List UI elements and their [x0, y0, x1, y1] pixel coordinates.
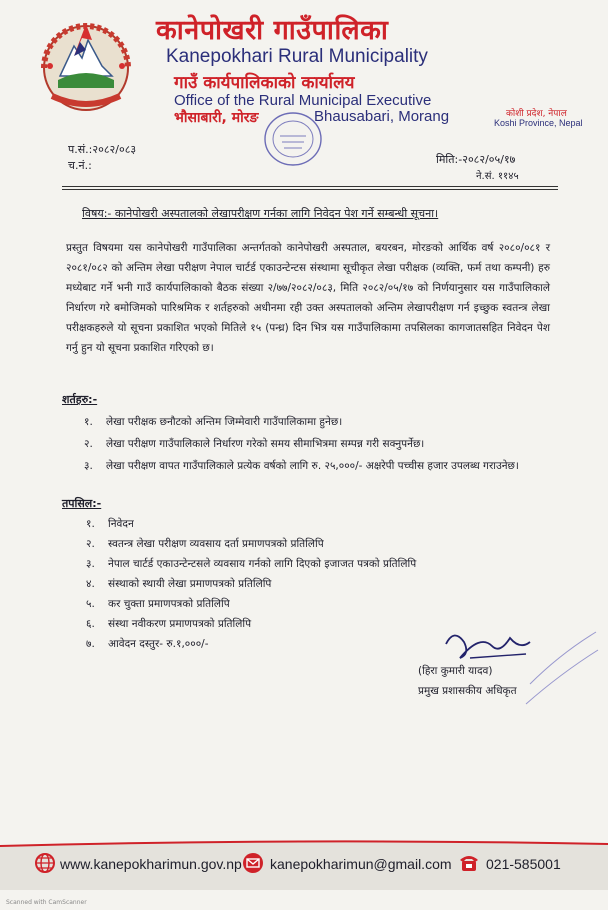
office-name-nepali: गाउँ कार्यपालिकाको कार्यालय — [174, 73, 355, 93]
signatory-name: (हिरा कुमारी यादव) — [418, 665, 493, 677]
condition-item: १. लेखा परीक्षक छनौटको अन्तिम जिम्मेवारी गाउँपालिकामा हुनेछ। — [84, 416, 343, 428]
conditions-heading: शर्तहरु:- — [62, 393, 98, 406]
conditions-list — [84, 412, 540, 478]
website-link[interactable]: www.kanepokharimun.gov.np — [60, 856, 242, 872]
nepal-emblem-icon — [30, 16, 142, 116]
dispatch-label: च.नं.: — [68, 159, 92, 172]
municipality-name-nepali: कानेपोखरी गाउँपालिका — [156, 15, 389, 46]
province-nepali: कोशी प्रदेश, नेपाल — [506, 109, 567, 119]
dispatch-number: ने.सं. ११४५ — [476, 171, 519, 182]
notice-body: प्रस्तुत विषयमा यस कानेपोखरी गाउँपालिका अन्तर्गतको कानेपोखरी अस्पताल, बयरबन, मोरङको आर्थिक वर्ष २०८०/०८१ र २०८१/०८२ को अन्तिम लेखा परीक्षण नेपाल चार्टर्ड एकाउन्टेन्टस संस्थामा सूचीकृत लेखा परीक्षक (व्यक्ति, फर्म तथा कम्पनी) हरु मध्येबाट गर्ने भनी गाउँ कार्यपालिकाको बैठक संख्या २/७७/२०८२/०८३, मिति २०८२/०५/१७ को निर्णयानुसार यस गाउँपालिकाले निर्धारण गरे बमोजिमको पारिश्रमिक र शर्तहरुको अधीनमा रही उक्त अस्पतालको अन्तिम लेखापरीक्षण गर्न इच्छुक स्वतन्त्र लेखा परीक्षकहरुले यो सूचना प्रकाशित भएको मितिले १५ (पन्ध्र) दिन भित्र यस गाउँपालिकामा तपसिलका कागजातसहित निवेदन पेश गर्नु हुन यो सूचना प्रकाशित गरिएको छ। — [66, 242, 550, 354]
attachment-item: ४. संस्थाको स्थायी लेखा प्रमाणपत्रको प्रतिलिपि — [86, 578, 272, 590]
reference-number: प.सं.:२०८२/०८३ — [68, 143, 137, 156]
attachments-list — [86, 514, 416, 654]
header-divider-secondary — [62, 189, 558, 190]
attachment-item: ३. नेपाल चार्टर्ड एकाउन्टेन्टसले व्यवसाय गर्नको लागि दिएको इजाजत पत्रको प्रतिलिपि — [86, 558, 417, 570]
phone-number: 021-585001 — [486, 856, 561, 872]
attachment-item: ६. संस्था नवीकरण प्रमाणपत्रको प्रतिलिपि — [86, 618, 252, 630]
email-link[interactable]: kanepokharimun@gmail.com — [270, 856, 452, 872]
office-stamp-icon — [262, 110, 324, 168]
scanner-watermark: Scanned with CamScanner — [6, 899, 87, 906]
office-name-english: Office of the Rural Municipal Executive — [174, 92, 432, 109]
email-icon — [242, 852, 264, 874]
issue-date: मिति:-२०८२/०५/१७ — [436, 153, 516, 166]
municipality-name-english: Kanepokhari Rural Municipality — [166, 46, 428, 67]
attachment-item: ५. कर चुक्ता प्रमाणपत्रको प्रतिलिपि — [86, 598, 230, 610]
address-nepali: भौसाबारी, मोरङ — [174, 110, 259, 126]
attachment-item: १. निवेदन — [86, 518, 134, 530]
header-divider — [62, 186, 558, 187]
condition-item: ३. लेखा परीक्षण वापत गाउँपालिकाले प्रत्येक वर्षको लागि रु. २५,०००/- अक्षरेपी पच्चीस हजार उपलब्ध गराउनेछ। — [84, 460, 519, 472]
attachment-item: २. स्वतन्त्र लेखा परीक्षण व्यवसाय दर्ता प्रमाणपत्रको प्रतिलिपि — [86, 538, 324, 550]
telephone-icon — [458, 852, 480, 874]
province-english: Koshi Province, Nepal — [494, 118, 583, 128]
address-english: Bhausabari, Morang — [314, 108, 450, 125]
globe-icon — [34, 852, 56, 874]
attachment-item: ७. आवेदन दस्तुर- रु.१,०००/- — [86, 638, 209, 650]
signatory-title: प्रमुख प्रशासकीय अधिकृत — [418, 685, 517, 697]
notice-subject: विषय:- कानेपोखरी अस्पतालको लेखापरीक्षण गर्नका लागि निवेदन पेश गर्ने सम्बन्धी सूचना। — [82, 207, 439, 220]
condition-item: २. लेखा परीक्षण गाउँपालिकाले निर्धारण गरेको समय सीमाभित्रमा सम्पन्न गरी सक्नुपर्नेछ। — [84, 438, 425, 450]
attachments-heading: तपसिल:- — [62, 497, 102, 510]
